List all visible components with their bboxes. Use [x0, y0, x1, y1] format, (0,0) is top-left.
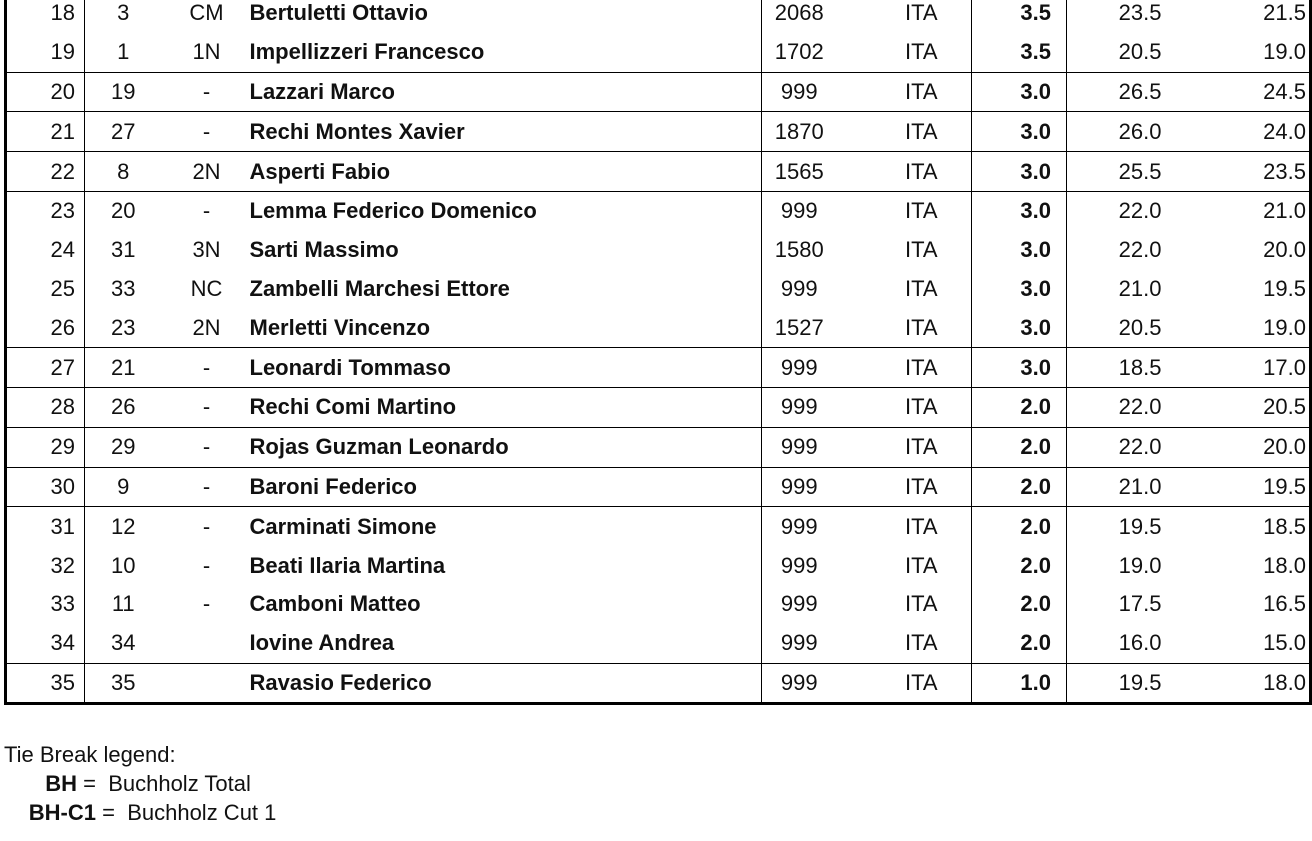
player-name-cell: Camboni Matteo: [242, 585, 762, 624]
table-row: [6, 231, 1311, 270]
starting-number-cell: 23: [111, 314, 136, 340]
buchholz-cell: 23.5: [1118, 0, 1162, 26]
table-row: [6, 663, 1311, 704]
position-cell: 19: [6, 33, 85, 72]
starting-number-cell: 34: [111, 630, 136, 656]
buchholz-cut1-cell: 18.0: [1189, 663, 1311, 704]
table-row: [6, 427, 1311, 467]
rating-cell: 999: [762, 348, 882, 388]
legend-item-bh-c1: [4, 798, 276, 827]
player-name-cell: Bertuletti Ottavio: [242, 0, 762, 33]
points-cell: 2.0: [972, 507, 1067, 546]
federation-cell: ITA: [882, 663, 972, 704]
federation-cell: ITA: [882, 467, 972, 507]
buchholz-cut1-cell: 16.5: [1263, 591, 1306, 617]
category-cell: 2N: [172, 152, 242, 192]
table-row: [6, 624, 1311, 663]
buchholz-cut1-cell: 21.0: [1189, 191, 1311, 230]
points-cell: 2.0: [972, 427, 1067, 467]
legend-desc: Buchholz Cut 1: [127, 800, 277, 825]
position-cell: 24: [6, 231, 85, 270]
position-cell: 27: [6, 348, 85, 388]
buchholz-cut1-cell: 20.5: [1189, 387, 1311, 427]
position-cell: 25: [6, 270, 85, 309]
starting-number-cell: 9: [85, 467, 172, 507]
rating-cell: 1702: [774, 39, 824, 65]
federation-cell: ITA: [882, 72, 972, 112]
starting-number-cell: 10: [111, 552, 136, 578]
table-row: [6, 308, 1311, 347]
rating-cell: 999: [762, 467, 882, 507]
points-cell: 3.5: [972, 0, 1067, 33]
buchholz-cut1-cell: 15.0: [1263, 630, 1306, 656]
buchholz-cell: 18.5: [1067, 348, 1189, 388]
points-cell: 3.0: [972, 191, 1067, 230]
table-row: [6, 112, 1311, 152]
player-name-cell: Sarti Massimo: [242, 231, 762, 270]
points-cell: 3.0: [972, 270, 1067, 309]
buchholz-cell: 17.5: [1118, 591, 1162, 617]
federation-cell: ITA: [882, 546, 972, 585]
federation-cell: ITA: [882, 348, 972, 388]
points-cell: 2.0: [972, 624, 1067, 663]
buchholz-cut1-cell: 19.0: [1263, 39, 1306, 65]
table-row: [6, 152, 1311, 192]
position-cell: 21: [6, 112, 85, 152]
legend-eq: =: [77, 771, 109, 796]
player-name-cell: Rojas Guzman Leonardo: [242, 427, 762, 467]
rating-cell: 999: [780, 552, 818, 578]
position-cell: 23: [6, 191, 85, 230]
legend-abbr: BH-C1: [28, 800, 96, 825]
starting-number-cell: 12: [85, 507, 172, 546]
buchholz-cut1-cell: 24.0: [1189, 112, 1311, 152]
legend-title: Tie Break legend:: [4, 742, 176, 767]
rating-cell: 999: [762, 663, 882, 704]
rating-cell: 999: [780, 275, 818, 301]
player-name-cell: Zambelli Marchesi Ettore: [242, 270, 762, 309]
player-name-cell: Ravasio Federico: [242, 663, 762, 704]
player-name-cell: Asperti Fabio: [242, 152, 762, 192]
rating-cell: 999: [762, 507, 882, 546]
buchholz-cell: 19.5: [1067, 663, 1189, 704]
player-name-cell: Lazzari Marco: [242, 72, 762, 112]
federation-cell: ITA: [882, 308, 972, 347]
rating-cell: 2068: [774, 0, 824, 26]
position-cell: 26: [6, 308, 85, 347]
points-cell: 3.5: [972, 33, 1067, 72]
buchholz-cut1-cell: 23.5: [1189, 152, 1311, 192]
buchholz-cell: 20.5: [1118, 39, 1162, 65]
player-name-cell: Merletti Vincenzo: [242, 308, 762, 347]
category-cell: -: [202, 552, 211, 578]
category-cell: 2N: [192, 314, 221, 340]
category-cell: -: [172, 467, 242, 507]
buchholz-cell: 22.0: [1067, 387, 1189, 427]
category-cell: -: [172, 427, 242, 467]
player-name-cell: Impellizzeri Francesco: [242, 33, 762, 72]
starting-number-cell: 29: [85, 427, 172, 467]
buchholz-cell: 21.0: [1118, 275, 1162, 301]
player-name-cell: Lemma Federico Domenico: [242, 191, 762, 230]
category-cell: 3N: [192, 237, 221, 263]
starting-number-cell: 31: [111, 237, 136, 263]
buchholz-cell: 22.0: [1067, 191, 1189, 230]
starting-number-cell: 1: [117, 39, 130, 65]
federation-cell: ITA: [882, 427, 972, 467]
category-cell: -: [172, 387, 242, 427]
starting-number-cell: 33: [111, 275, 136, 301]
federation-cell: ITA: [882, 624, 972, 663]
buchholz-cell: 20.5: [1118, 314, 1162, 340]
position-cell: 28: [6, 387, 85, 427]
federation-cell: ITA: [882, 585, 972, 624]
federation-cell: ITA: [882, 270, 972, 309]
category-cell: -: [172, 507, 242, 546]
player-name-cell: Rechi Comi Martino: [242, 387, 762, 427]
buchholz-cut1-cell: 18.0: [1263, 552, 1306, 578]
federation-cell: ITA: [882, 152, 972, 192]
legend-eq: =: [96, 800, 128, 825]
starting-number-cell: 8: [85, 152, 172, 192]
buchholz-cut1-cell: 20.0: [1189, 427, 1311, 467]
position-cell: 18: [6, 0, 85, 33]
table-row: [6, 72, 1311, 112]
tie-break-legend: [4, 740, 276, 827]
buchholz-cut1-cell: 17.0: [1189, 348, 1311, 388]
buchholz-cell: 21.0: [1067, 467, 1189, 507]
points-cell: 2.0: [972, 467, 1067, 507]
rating-cell: 999: [780, 630, 818, 656]
buchholz-cell: 25.5: [1067, 152, 1189, 192]
rating-cell: 1870: [762, 112, 882, 152]
starting-number-cell: 11: [111, 591, 135, 617]
points-cell: 2.0: [972, 585, 1067, 624]
table-row: [6, 191, 1311, 230]
rating-cell: 999: [780, 591, 818, 617]
starting-number-cell: 20: [85, 191, 172, 230]
table-row: [6, 387, 1311, 427]
table-row: [6, 0, 1311, 33]
rating-cell: 1580: [774, 237, 824, 263]
buchholz-cell: 26.5: [1067, 72, 1189, 112]
position-cell: 29: [6, 427, 85, 467]
category-cell: [172, 624, 242, 663]
rating-cell: 1565: [762, 152, 882, 192]
buchholz-cut1-cell: 24.5: [1189, 72, 1311, 112]
category-cell: -: [202, 591, 211, 617]
points-cell: 3.0: [972, 308, 1067, 347]
category-cell: NC: [190, 275, 223, 301]
buchholz-cell: 16.0: [1118, 630, 1162, 656]
points-cell: 3.0: [972, 152, 1067, 192]
table-row: [6, 546, 1311, 585]
buchholz-cell: 22.0: [1067, 427, 1189, 467]
player-name-cell: Leonardi Tommaso: [242, 348, 762, 388]
position-cell: 35: [6, 663, 85, 704]
category-cell: CM: [189, 0, 224, 26]
standings-table: [4, 0, 1312, 705]
buchholz-cell: 19.5: [1067, 507, 1189, 546]
position-cell: 20: [6, 72, 85, 112]
starting-number-cell: 27: [85, 112, 172, 152]
player-name-cell: Iovine Andrea: [242, 624, 762, 663]
starting-number-cell: 3: [117, 0, 130, 26]
starting-number-cell: 26: [85, 387, 172, 427]
starting-number-cell: 21: [85, 348, 172, 388]
points-cell: 3.0: [972, 112, 1067, 152]
buchholz-cut1-cell: 20.0: [1263, 237, 1306, 263]
buchholz-cell: 22.0: [1118, 237, 1162, 263]
points-cell: 3.0: [972, 72, 1067, 112]
player-name-cell: Carminati Simone: [242, 507, 762, 546]
starting-number-cell: 35: [85, 663, 172, 704]
position-cell: 34: [6, 624, 85, 663]
player-name-cell: Baroni Federico: [242, 467, 762, 507]
standings-body: [6, 0, 1311, 704]
rating-cell: 999: [762, 191, 882, 230]
rating-cell: 1527: [774, 314, 824, 340]
category-cell: 1N: [192, 39, 221, 65]
buchholz-cut1-cell: 19.5: [1263, 275, 1306, 301]
table-row: [6, 348, 1311, 388]
federation-cell: ITA: [882, 112, 972, 152]
table-row: [6, 507, 1311, 546]
points-cell: 3.0: [972, 231, 1067, 270]
table-row: [6, 33, 1311, 72]
points-cell: 1.0: [972, 663, 1067, 704]
legend-desc: Buchholz Total: [108, 771, 251, 796]
buchholz-cut1-cell: 19.5: [1189, 467, 1311, 507]
category-cell: [172, 663, 242, 704]
rating-cell: 999: [762, 72, 882, 112]
table-row: [6, 467, 1311, 507]
position-cell: 31: [6, 507, 85, 546]
player-name-cell: Rechi Montes Xavier: [242, 112, 762, 152]
federation-cell: ITA: [882, 231, 972, 270]
federation-cell: ITA: [882, 191, 972, 230]
rating-cell: 999: [762, 427, 882, 467]
legend-abbr: BH: [45, 771, 77, 796]
buchholz-cell: 19.0: [1118, 552, 1162, 578]
table-row: [6, 270, 1311, 309]
position-cell: 30: [6, 467, 85, 507]
buchholz-cut1-cell: 19.0: [1263, 314, 1306, 340]
player-name-cell: Beati Ilaria Martina: [242, 546, 762, 585]
category-cell: -: [172, 348, 242, 388]
points-cell: 3.0: [972, 348, 1067, 388]
buchholz-cut1-cell: 18.5: [1189, 507, 1311, 546]
category-cell: -: [172, 112, 242, 152]
category-cell: -: [172, 191, 242, 230]
position-cell: 22: [6, 152, 85, 192]
federation-cell: ITA: [882, 507, 972, 546]
points-cell: 2.0: [972, 546, 1067, 585]
position-cell: 33: [6, 585, 85, 624]
federation-cell: ITA: [882, 387, 972, 427]
federation-cell: ITA: [882, 33, 972, 72]
starting-number-cell: 19: [85, 72, 172, 112]
federation-cell: ITA: [882, 0, 972, 33]
points-cell: 2.0: [972, 387, 1067, 427]
position-cell: 32: [6, 546, 85, 585]
legend-item-bh: [4, 769, 276, 798]
category-cell: -: [172, 72, 242, 112]
buchholz-cut1-cell: 21.5: [1263, 0, 1306, 26]
buchholz-cell: 26.0: [1067, 112, 1189, 152]
rating-cell: 999: [762, 387, 882, 427]
table-row: [6, 585, 1311, 624]
